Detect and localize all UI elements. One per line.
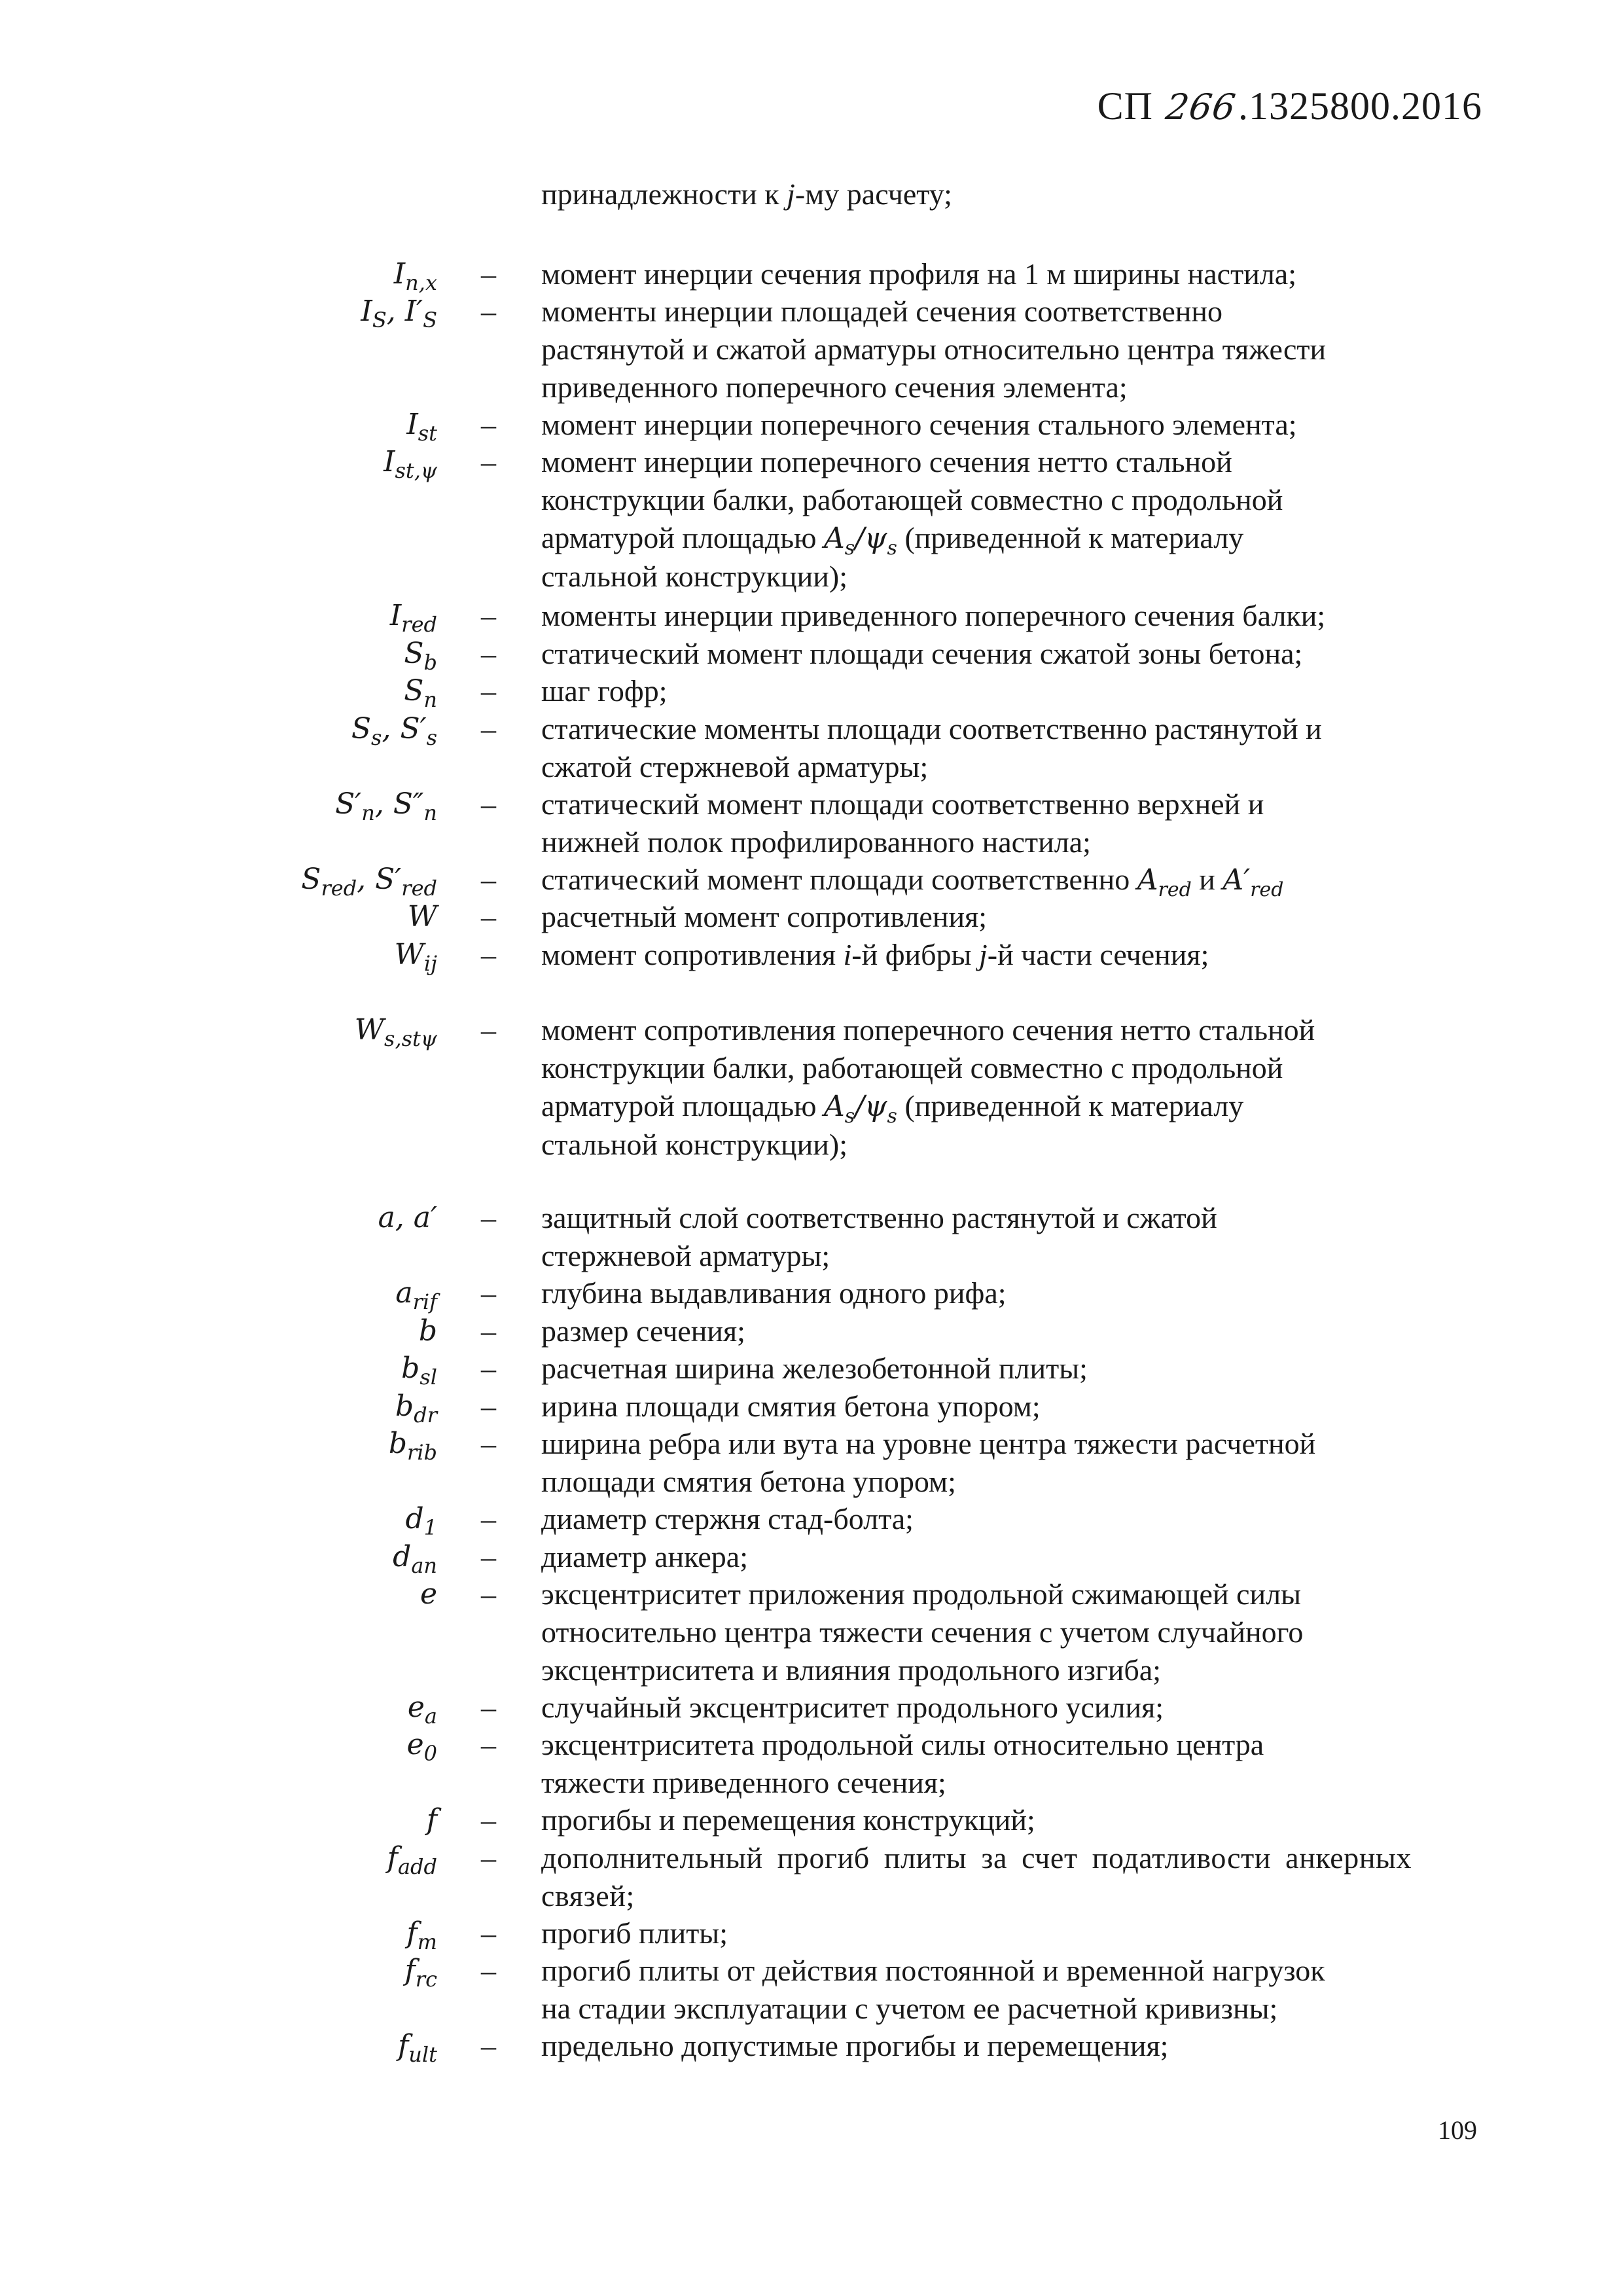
notation-description: момент сопротивления i-й фибры j-й части сечения; xyxy=(541,938,1209,971)
notation-dash: – xyxy=(481,1540,496,1573)
header-prefix: СП xyxy=(1097,84,1153,128)
notation-dash: – xyxy=(481,900,496,933)
notation-symbol: $e_0$ xyxy=(406,1728,437,1766)
page-number: 109 xyxy=(1438,2115,1477,2145)
notation-symbol: $I_{red}$ xyxy=(389,599,437,637)
notation-dash: – xyxy=(481,674,496,708)
notation-dash: – xyxy=(481,712,496,745)
notation-symbol: $W_{ij}$ xyxy=(394,938,437,976)
notation-symbol: $S_b$ xyxy=(404,637,437,675)
notation-description: диаметр анкера; xyxy=(541,1540,748,1573)
notation-symbol: $S_{red}$, $S'_{red}$ xyxy=(301,863,437,901)
notation-description: момент инерции поперечного сечения стального элемента; xyxy=(541,408,1297,441)
notation-description: расчетная ширина железобетонной плиты; xyxy=(541,1352,1088,1385)
notation-symbol: f xyxy=(426,1803,437,1837)
notation-description: моменты инерции площадей сечения соответственно растянутой и сжатой арматуры относительно центра тяжести приведенного поперечного сечения элемента; xyxy=(541,295,1327,404)
notation-description: ирина площади смятия бетона упором; xyxy=(541,1390,1041,1423)
notation-dash: – xyxy=(481,1841,496,1874)
notation-dash: – xyxy=(481,257,496,291)
notation-dash: – xyxy=(481,863,496,896)
notation-dash: – xyxy=(481,1390,496,1423)
notation-description: предельно допустимые прогибы и перемещения; xyxy=(541,2029,1169,2062)
notation-symbol: $d_1$ xyxy=(405,1502,437,1540)
notation-description: статический момент площади соответственно $A_{red}$ и $A'_{red}$ xyxy=(541,863,1284,901)
notation-symbol: $I_S$, $I'_S$ xyxy=(361,295,437,332)
notation-symbol: W xyxy=(407,900,437,933)
notation-symbol: $f_{ult}$ xyxy=(398,2029,437,2067)
notation-description: момент инерции сечения профиля на 1 м ширины настила; xyxy=(541,257,1296,291)
notation-description: размер сечения; xyxy=(541,1314,745,1348)
notation-description: защитный слой соответственно растянутой и сжатой стержневой арматуры; xyxy=(541,1201,1217,1272)
notation-symbol: $b_{sl}$ xyxy=(401,1352,437,1390)
notation-symbol: e xyxy=(419,1577,437,1611)
notation-symbol: $b_{dr}$ xyxy=(395,1390,437,1427)
document-header xyxy=(1097,86,1482,126)
notation-dash: – xyxy=(481,295,496,328)
notation-symbol: $f_m$ xyxy=(406,1916,437,1954)
notation-dash: – xyxy=(481,1276,496,1310)
notation-dash: – xyxy=(481,1314,496,1348)
notation-description: расчетный момент сопротивления; xyxy=(541,900,987,933)
notation-dash: – xyxy=(481,1691,496,1724)
notation-description: прогиб плиты; xyxy=(541,1916,728,1950)
notation-description: шаг гофр; xyxy=(541,674,668,708)
notation-symbol: $d_{an}$ xyxy=(393,1540,437,1578)
notation-dash: – xyxy=(481,445,496,478)
notation-symbol: $a_{rif}$ xyxy=(395,1276,437,1314)
notation-symbol: $I_{st}$ xyxy=(406,408,437,446)
notation-dash: – xyxy=(481,1201,496,1234)
notation-symbol: $e_a$ xyxy=(407,1691,437,1729)
notation-dash: – xyxy=(481,1954,496,1987)
notation-symbol: $S_n$ xyxy=(404,674,437,712)
notation-description: момент сопротивления поперечного сечения нетто стальной конструкции балки, работающей совместно с продольной арматурой площадью $A_s/\psi_s$ (приведенной к материалу стальной конструкции); xyxy=(541,1013,1315,1161)
notation-dash: – xyxy=(481,599,496,632)
notation-symbol: $W_{s,st\psi}$ xyxy=(354,1013,437,1051)
notation-description: дополнительный прогиб плиты за счет податливости анкерных связей; xyxy=(541,1841,1412,1912)
notation-description: статические моменты площади соответственно растянутой и сжатой стержневой арматуры; xyxy=(541,712,1322,783)
notation-dash: – xyxy=(481,2029,496,2062)
notation-dash: – xyxy=(481,1013,496,1047)
notation-dash: – xyxy=(481,1352,496,1385)
notation-symbol: $b_{rib}$ xyxy=(388,1427,437,1465)
notation-dash: – xyxy=(481,1916,496,1950)
notation-description: момент инерции поперечного сечения нетто стальной конструкции балки, работающей совместно с продольной арматурой площадью $A_s/\psi_s$ (приведенной к материалу стальной конструкции); xyxy=(541,445,1283,593)
notation-dash: – xyxy=(481,938,496,971)
notation-symbol: $S'_n$, $S''_n$ xyxy=(335,787,437,825)
notation-description: эксцентриситета продольной силы относительно центра тяжести приведенного сечения; xyxy=(541,1728,1264,1799)
notation-description: ширина ребра или вута на уровне центра тяжести расчетной площади смятия бетона упором; xyxy=(541,1427,1316,1498)
notation-description: статический момент площади соответственно верхней и нижней полок профилированного настила; xyxy=(541,787,1264,859)
notation-description: прогибы и перемещения конструкций; xyxy=(541,1803,1035,1837)
notation-symbol: b xyxy=(418,1314,437,1348)
header-handwritten-number: 266 xyxy=(1163,86,1239,128)
notation-dash: – xyxy=(481,787,496,821)
continuation-line: принадлежности к j-му расчету; xyxy=(541,177,952,211)
notation-dash: – xyxy=(481,1427,496,1460)
notation-description: глубина выдавливания одного рифа; xyxy=(541,1276,1007,1310)
notation-dash: – xyxy=(481,408,496,441)
notation-symbol: $f_{add}$ xyxy=(387,1841,437,1879)
header-suffix: .1325800.2016 xyxy=(1238,84,1482,128)
notation-description: эксцентриситет приложения продольной сжимающей силы относительно центра тяжести сечения с учетом случайного эксцентриситета и влияния продольного изгиба; xyxy=(541,1577,1304,1687)
notation-symbol: a, a′ xyxy=(378,1201,437,1234)
notation-description: случайный эксцентриситет продольного усилия; xyxy=(541,1691,1164,1724)
notation-description: прогиб плиты от действия постоянной и временной нагрузок на стадии эксплуатации с учетом ее расчетной кривизны; xyxy=(541,1954,1325,2025)
notation-symbol: $I_{n,x}$ xyxy=(393,257,437,295)
notation-symbol: $f_{rc}$ xyxy=(404,1954,437,1992)
notation-symbol: $S_s$, $S'_s$ xyxy=(351,712,437,750)
notation-description: диаметр стержня стад-болта; xyxy=(541,1502,914,1535)
notation-dash: – xyxy=(481,1577,496,1611)
notation-dash: – xyxy=(481,1502,496,1535)
notation-description: моменты инерции приведенного поперечного сечения балки; xyxy=(541,599,1326,632)
notation-symbol: $I_{st,\psi}$ xyxy=(383,445,437,483)
notation-dash: – xyxy=(481,1803,496,1837)
notation-dash: – xyxy=(481,1728,496,1761)
notation-description: статический момент площади сечения сжатой зоны бетона; xyxy=(541,637,1303,670)
notation-dash: – xyxy=(481,637,496,670)
